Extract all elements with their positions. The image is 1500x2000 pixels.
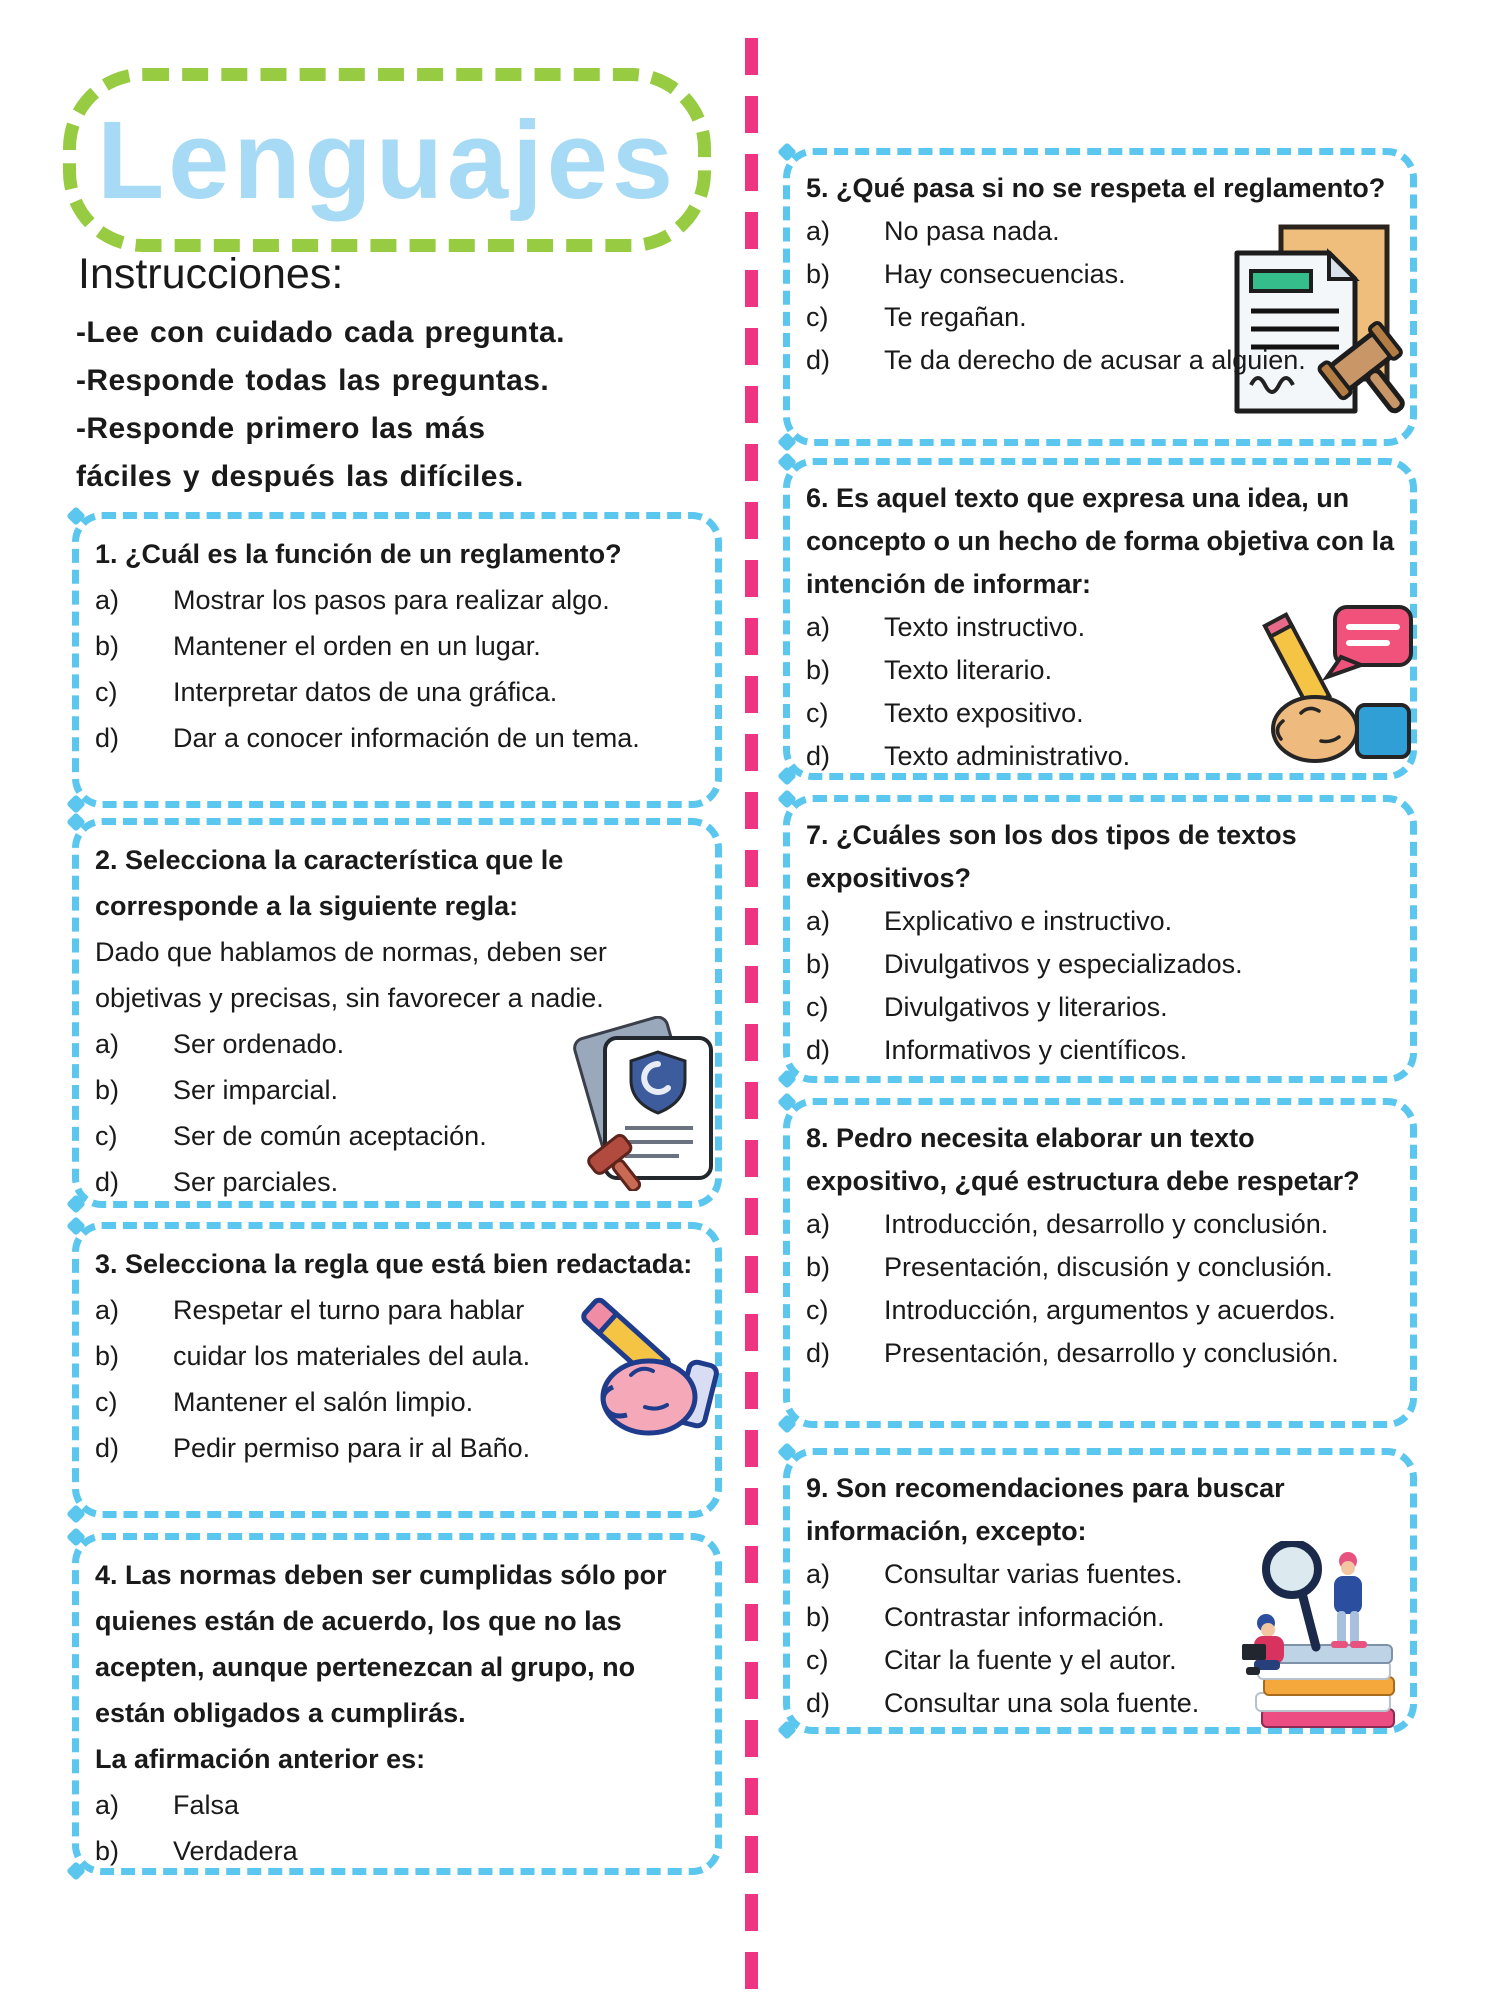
question-1-option-d <box>95 715 701 761</box>
question-5-title: 5. ¿Qué pasa si no se respeta el reglamento? <box>806 173 1386 203</box>
option-text: Ser ordenado. <box>173 1029 345 1059</box>
option-text: Texto literario. <box>884 655 1053 685</box>
option-text: Te da derecho de acusar a alguien. <box>884 345 1306 375</box>
option-letter: b) <box>95 1075 120 1105</box>
question-4-title: 4. Las normas deben ser cumplidas sólo por quienes están de acuerdo, los que no las acepten, aunque pertenezcan al grupo, no están obligados a cumplirás. <box>95 1560 667 1728</box>
option-text: Falsa <box>173 1790 240 1820</box>
option-letter: a) <box>806 612 831 642</box>
question-2 <box>72 818 722 1208</box>
option-letter: c) <box>95 677 118 707</box>
option-text: Explicativo e instructivo. <box>884 906 1173 936</box>
option-text: Texto administrativo. <box>884 741 1131 771</box>
option-letter: a) <box>806 1559 831 1589</box>
question-8-option-c <box>806 1289 1396 1332</box>
option-letter: c) <box>806 1295 829 1325</box>
option-text: Consultar varias fuentes. <box>884 1559 1183 1589</box>
option-letter: a) <box>95 585 120 615</box>
column-divider <box>745 38 758 1990</box>
question-6-option-d <box>806 735 1396 778</box>
option-text: Pedir permiso para ir al Baño. <box>173 1433 531 1463</box>
question-5 <box>783 148 1417 446</box>
option-text: Contrastar información. <box>884 1602 1165 1632</box>
option-letter: c) <box>806 698 829 728</box>
option-text: Hay consecuencias. <box>884 259 1126 289</box>
question-3-option-c <box>95 1379 701 1425</box>
option-text: cuidar los materiales del aula. <box>173 1341 531 1371</box>
question-4-option-b <box>95 1828 701 1874</box>
option-letter: b) <box>806 1602 831 1632</box>
option-text: Mantener el salón limpio. <box>173 1387 474 1417</box>
option-letter: a) <box>95 1029 120 1059</box>
question-9-title: 9. Son recomendaciones para buscar información, excepto: <box>806 1473 1285 1546</box>
page-title: Lenguajes <box>96 98 678 222</box>
option-text: Presentación, desarrollo y conclusión. <box>884 1338 1339 1368</box>
question-8-option-a <box>806 1203 1396 1246</box>
option-letter: b) <box>95 631 120 661</box>
instructions-heading: Instrucciones: <box>78 250 344 298</box>
option-letter: b) <box>806 259 831 289</box>
option-letter: c) <box>806 992 829 1022</box>
option-text: Mostrar los pasos para realizar algo. <box>173 585 610 615</box>
question-3 <box>72 1222 722 1518</box>
question-3-title: 3. Selecciona la regla que está bien redactada: <box>95 1249 693 1279</box>
option-text: Te regañan. <box>884 302 1027 332</box>
option-text: Consultar una sola fuente. <box>884 1688 1200 1718</box>
option-text: Dar a conocer información de un tema. <box>173 723 640 753</box>
option-letter: d) <box>806 1338 831 1368</box>
question-2-body: Dado que hablamos de normas, deben ser objetivas y precisas, sin favorecer a nadie. <box>95 937 607 1013</box>
question-6-option-b <box>806 649 1396 692</box>
option-letter: d) <box>95 1433 120 1463</box>
instruction-line: -Lee con cuidado cada pregunta. <box>76 316 565 349</box>
option-letter: d) <box>95 723 120 753</box>
question-5-option-c <box>806 296 1396 339</box>
question-2-option-d <box>95 1159 701 1205</box>
option-letter: c) <box>95 1387 118 1417</box>
question-1-option-c <box>95 669 701 715</box>
option-text: Introducción, argumentos y acuerdos. <box>884 1295 1336 1325</box>
question-2-option-a <box>95 1021 701 1067</box>
option-letter: d) <box>806 1688 831 1718</box>
question-8-option-d <box>806 1332 1396 1375</box>
question-1-option-b <box>95 623 701 669</box>
option-letter: c) <box>95 1121 118 1151</box>
option-letter: a) <box>95 1295 120 1325</box>
question-7-option-c <box>806 986 1396 1029</box>
question-7 <box>783 795 1417 1083</box>
question-6 <box>783 458 1417 780</box>
question-5-option-d <box>806 339 1396 382</box>
option-text: Divulgativos y especializados. <box>884 949 1243 979</box>
option-text: Verdadera <box>173 1836 298 1866</box>
question-9-option-b <box>806 1596 1396 1639</box>
question-2-title: 2. Selecciona la característica que le corresponde a la siguiente regla: <box>95 845 564 921</box>
option-text: Citar la fuente y el autor. <box>884 1645 1177 1675</box>
question-5-option-a <box>806 210 1396 253</box>
question-8 <box>783 1098 1417 1428</box>
question-7-title: 7. ¿Cuáles son los dos tipos de textos expositivos? <box>806 820 1297 893</box>
option-text: Ser de común aceptación. <box>173 1121 487 1151</box>
option-text: Texto instructivo. <box>884 612 1086 642</box>
question-1-title: 1. ¿Cuál es la función de un reglamento? <box>95 539 622 569</box>
question-6-title: 6. Es aquel texto que expresa una idea, un concepto o un hecho de forma objetiva con la intención de informar: <box>806 483 1395 599</box>
option-text: Mantener el orden en un lugar. <box>173 631 541 661</box>
option-letter: b) <box>806 655 831 685</box>
question-2-option-b <box>95 1067 701 1113</box>
question-9-option-c <box>806 1639 1396 1682</box>
question-7-option-a <box>806 900 1396 943</box>
question-4-subtitle: La afirmación anterior es: <box>95 1744 426 1774</box>
option-letter: a) <box>95 1790 120 1820</box>
question-5-option-b <box>806 253 1396 296</box>
question-9 <box>783 1448 1417 1734</box>
question-1 <box>72 512 722 808</box>
option-letter: b) <box>806 949 831 979</box>
option-text: Texto expositivo. <box>884 698 1084 728</box>
question-3-option-b <box>95 1333 701 1379</box>
option-letter: d) <box>95 1167 120 1197</box>
option-letter: b) <box>95 1836 120 1866</box>
title-box <box>63 68 711 252</box>
question-8-title: 8. Pedro necesita elaborar un texto expositivo, ¿qué estructura debe respetar? <box>806 1123 1360 1196</box>
question-6-option-a <box>806 606 1396 649</box>
question-8-option-b <box>806 1246 1396 1289</box>
instructions-block <box>76 250 721 501</box>
question-7-option-b <box>806 943 1396 986</box>
option-text: Introducción, desarrollo y conclusión. <box>884 1209 1329 1239</box>
question-4 <box>72 1533 722 1875</box>
option-text: Respetar el turno para hablar <box>173 1295 525 1325</box>
option-letter: a) <box>806 216 831 246</box>
option-text: Ser parciales. <box>173 1167 339 1197</box>
question-9-option-a <box>806 1553 1396 1596</box>
question-2-option-c <box>95 1113 701 1159</box>
option-letter: d) <box>806 1035 831 1065</box>
question-6-option-c <box>806 692 1396 735</box>
option-letter: c) <box>806 302 829 332</box>
option-letter: a) <box>806 906 831 936</box>
option-letter: d) <box>806 345 831 375</box>
instruction-line: -Responde todas las preguntas. <box>76 364 550 397</box>
question-3-option-d <box>95 1425 701 1471</box>
instruction-line: fáciles y después las difíciles. <box>76 460 524 493</box>
question-3-option-a <box>95 1287 701 1333</box>
option-text: Presentación, discusión y conclusión. <box>884 1252 1333 1282</box>
question-4-option-a <box>95 1782 701 1828</box>
question-9-option-d <box>806 1682 1396 1725</box>
option-text: Informativos y científicos. <box>884 1035 1188 1065</box>
option-text: Ser imparcial. <box>173 1075 339 1105</box>
option-letter: a) <box>806 1209 831 1239</box>
question-7-option-d <box>806 1029 1396 1072</box>
question-1-option-a <box>95 577 701 623</box>
option-letter: c) <box>806 1645 829 1675</box>
option-letter: d) <box>806 741 831 771</box>
option-text: Interpretar datos de una gráfica. <box>173 677 558 707</box>
option-text: Divulgativos y literarios. <box>884 992 1168 1022</box>
instruction-line: -Responde primero las más <box>76 412 486 445</box>
option-letter: b) <box>806 1252 831 1282</box>
option-letter: b) <box>95 1341 120 1371</box>
option-text: No pasa nada. <box>884 216 1060 246</box>
